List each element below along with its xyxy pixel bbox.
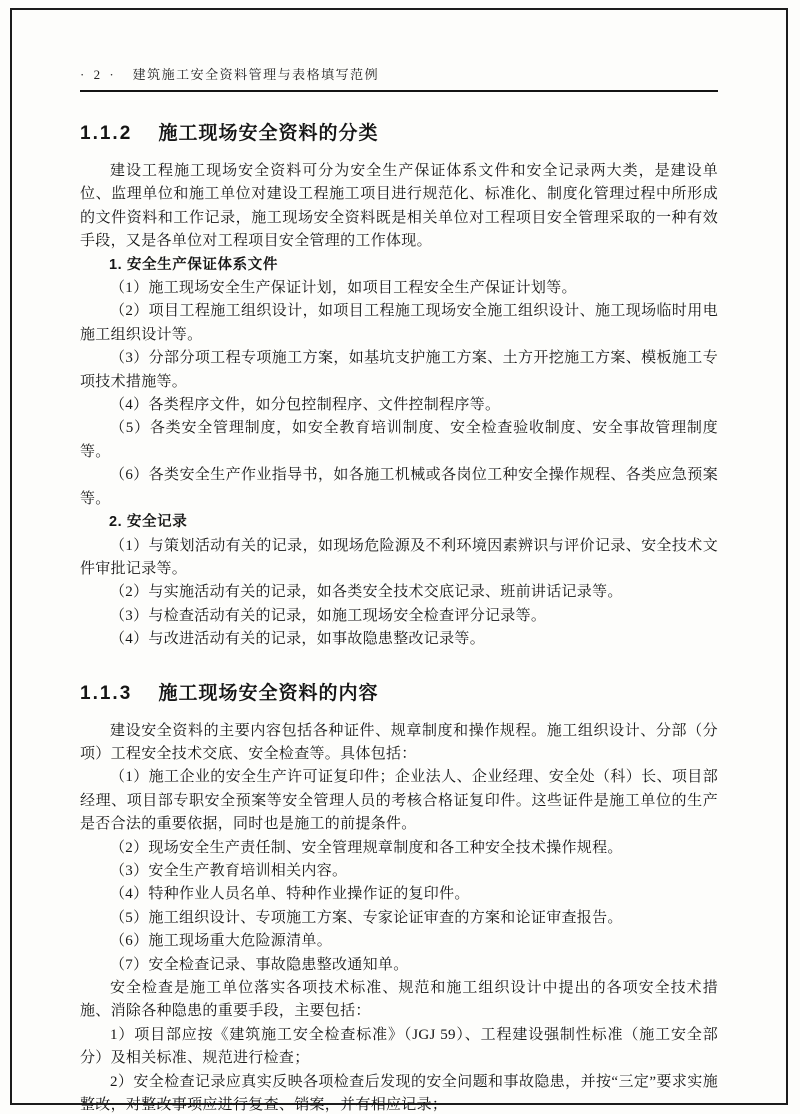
list-item: （5）施工组织设计、专项施工方案、专家论证审查的方案和论证审查报告。: [110, 909, 623, 926]
list-item: （2）现场安全生产责任制、安全管理规章制度和各工种安全技术操作规程。: [110, 839, 623, 856]
section-heading-1-1-2: [80, 118, 718, 145]
list-item: （3）分部分项工程专项施工方案，如基坑支护施工方案、土方开挖施工方案、模板施工专项技术措施等。: [80, 350, 718, 390]
list-item: （3）安全生产教育培训相关内容。: [110, 862, 348, 879]
paragraph: 建设工程施工现场安全资料可分为安全生产保证体系文件和安全记录两大类，是建设单位、监理单位和施工单位对建设工程施工项目进行规范化、标准化、制度化管理过程中所形成的文件资料和工作记录，施工现场安全资料既是相关单位对工程项目安全管理采取的一种有效手段，又是各单位对工程项目安全管理的工作体现。: [80, 163, 718, 250]
list-item: （6）施工现场重大危险源清单。: [110, 933, 333, 950]
list-item: （4）与改进活动有关的记录，如事故隐患整改记录等。: [110, 631, 486, 648]
paragraph: 安全检查是施工单位落实各项技术标准、规范和施工组织设计中提出的各项安全技术措施、消除各种隐患的重要手段，主要包括：: [80, 980, 718, 1020]
list-item: （1）与策划活动有关的记录，如现场危险源及不利环境因素辨识与评价记录、安全技术文件审批记录等。: [80, 537, 718, 577]
section-number: 1.1.3: [80, 682, 133, 704]
subheading-safety-records: 2. 安全记录: [109, 514, 188, 531]
list-item: （4）特种作业人员名单、特种作业操作证的复印件。: [110, 886, 470, 903]
section-number: 1.1.2: [80, 123, 133, 144]
list-item: （1）施工现场安全生产保证计划，如项目工程安全生产保证计划等。: [110, 280, 577, 297]
list-item: （2）项目工程施工组织设计，如项目工程施工现场安全施工组织设计、施工现场临时用电施工组织设计等。: [80, 303, 718, 343]
page-content: [80, 64, 718, 1114]
numbered-item: 1）项目部应按《建筑施工安全检查标准》（JGJ 59）、工程建设强制性标准（施工安全部分）及相关标准、规范进行检查；: [80, 1026, 718, 1067]
list-item: （7）安全检查记录、事故隐患整改通知单。: [110, 956, 409, 973]
section-title: 施工现场安全资料的内容: [158, 682, 379, 704]
list-item: （4）各类程序文件，如分包控制程序、文件控制程序等。: [110, 397, 501, 414]
list-item: （6）各类安全生产作业指导书，如各施工机械或各岗位工种安全操作规程、各类应急预案等。: [80, 467, 718, 507]
list-item: （2）与实施活动有关的记录，如各类安全技术交底记录、班前讲话记录等。: [110, 584, 623, 601]
page-number: · 2 ·: [80, 67, 117, 82]
list-item: （3）与检查活动有关的记录，如施工现场安全检查评分记录等。: [110, 607, 547, 624]
book-title: 建筑施工安全资料管理与表格填写范例: [132, 67, 380, 82]
list-item: （1）施工企业的安全生产许可证复印件；企业法人、企业经理、安全处（科）长、项目部经理、项目部专职安全预案等安全管理人员的考核合格证复印件。这些证件是施工单位的生产是否合法的重要依据，同时也是施工的前提条件。: [80, 769, 718, 833]
section-heading-1-1-3: [80, 678, 718, 705]
list-item: （5）各类安全管理制度，如安全教育培训制度、安全检查验收制度、安全事故管理制度等。: [80, 420, 718, 460]
running-header: [80, 64, 718, 83]
header-rule: [80, 90, 718, 92]
paragraph: 建设安全资料的主要内容包括各种证件、规章制度和操作规程。施工组织设计、分部（分项）工程安全技术交底、安全检查等。具体包括：: [80, 722, 718, 762]
numbered-item: 2）安全检查记录应真实反映各项检查后发现的安全问题和事故隐患，并按“三定”要求实施整改，对整改事项应进行复查、销案，并有相应记录；: [80, 1073, 718, 1114]
subheading-safety-system-files: 1. 安全生产保证体系文件: [109, 256, 278, 273]
section-title: 施工现场安全资料的分类: [158, 123, 379, 144]
